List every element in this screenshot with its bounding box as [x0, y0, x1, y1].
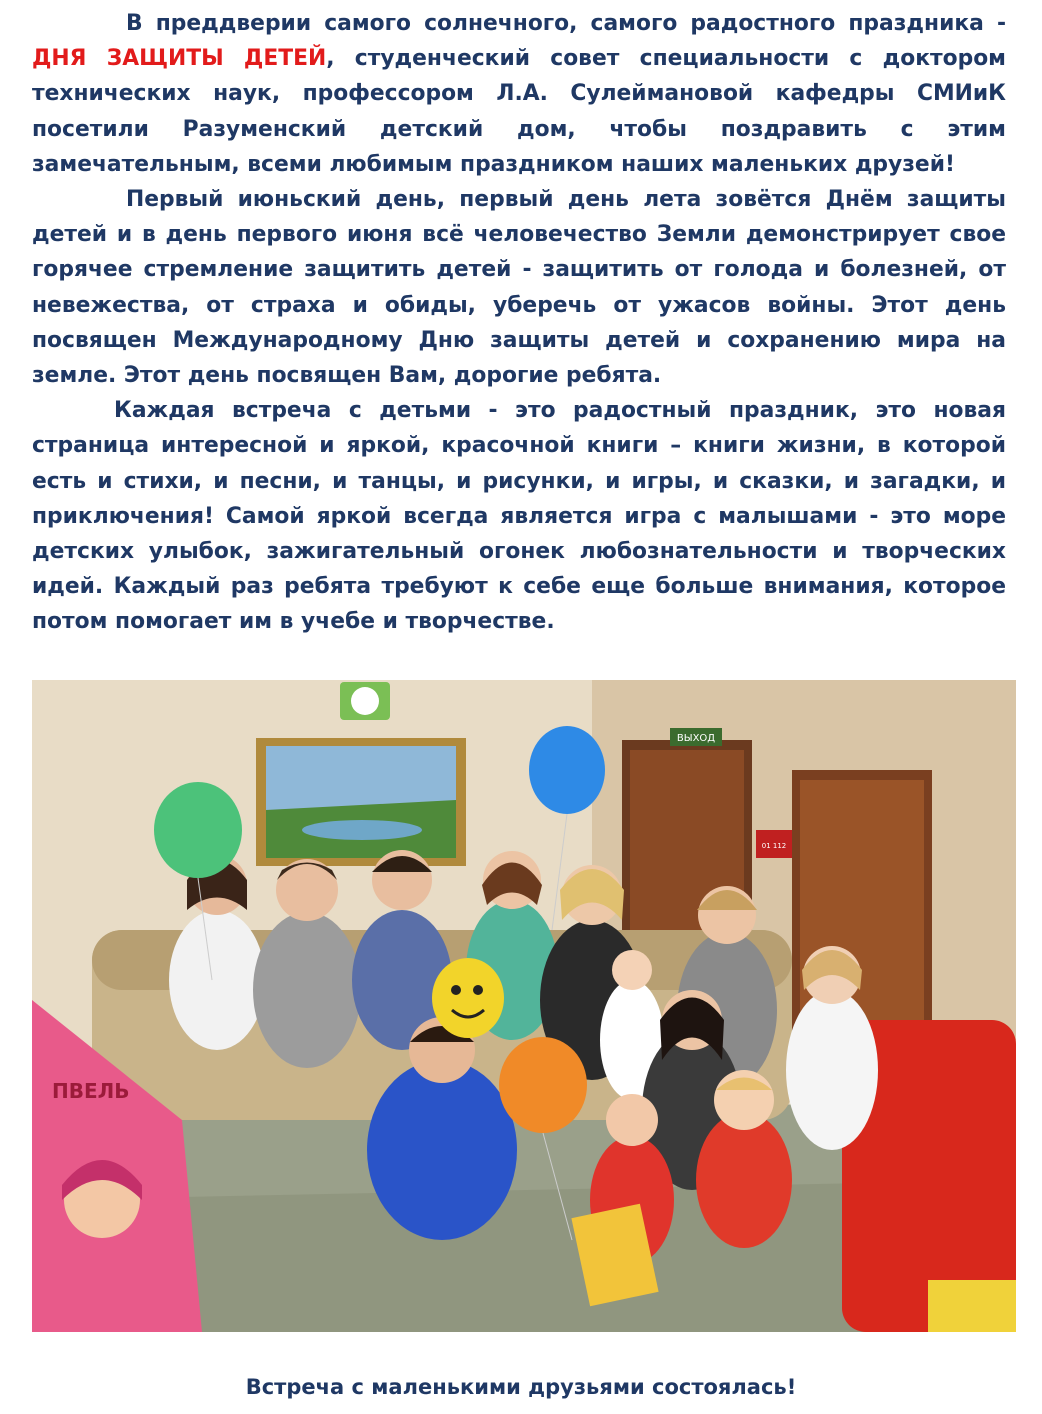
photo-caption: Встреча с маленькими друзьями состоялась!	[245, 1375, 797, 1399]
article-text	[32, 6, 1006, 640]
balloon-green	[154, 782, 242, 878]
paragraph-2: Первый июньский день, первый день лета зовётся Днём защиты детей и в день первого июня всё человечество Земли демонстрирует свое горячее стремление защитить детей - защитить от голода и болезней, от невежества, от страха и обиды, уберечь от ужасов войны. Этот день посвящен Международному Дню защиты детей и сохранению мира на земле. Этот день посвящен Вам, дорогие ребята.	[32, 187, 1006, 389]
balloon-blue	[529, 726, 605, 814]
paragraph-1	[32, 6, 1006, 182]
room-sign-text: 01 112	[761, 842, 787, 850]
tent-text: ПВЕЛЬ	[52, 1079, 130, 1103]
group-photo	[32, 680, 1016, 1332]
balloon-orange	[499, 1037, 587, 1133]
exit-sign-text: ВЫХОД	[676, 733, 716, 744]
paragraph-1-intro: В преддверии самого солнечного, самого радостного праздника -	[126, 11, 1006, 36]
group-photo-illustration	[32, 680, 1016, 1332]
balloon-yellow-smiley	[432, 958, 504, 1038]
paragraph-3: Каждая встреча с детьми - это радостный праздник, это новая страница интересной и яркой, красочной книги – книги жизни, в которой есть и стихи, и песни, и танцы, и рисунки, и игры, и сказки, и загадки, и приключения! Самой яркой всегда является игра с малышами - это море детских улыбок, зажигательный огонек любознательности и творческих идей. Каждый раз ребята требуют к себе еще больше внимания, которое потом помогает им в учебе и творчестве.	[32, 398, 1006, 635]
yellow-book	[928, 1280, 1016, 1332]
paragraph-1-rest: , студенческий совет специальности с доктором технических наук, профессором Л.А. Сулеймановой кафедры СМИиК посетили Разуменский детский дом, чтобы поздравить с этим замечательным, всеми любимым праздником наших маленьких друзей!	[32, 46, 1006, 177]
holiday-name-highlight: ДНЯ ЗАЩИТЫ ДЕТЕЙ	[32, 46, 327, 72]
